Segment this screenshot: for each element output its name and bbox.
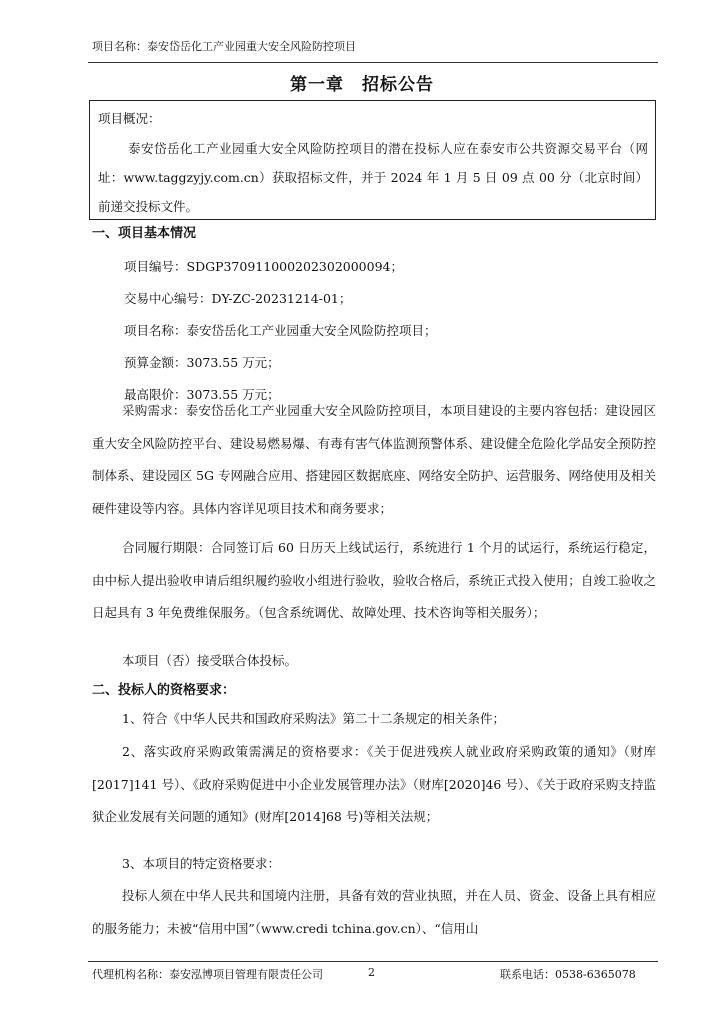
contract-period: 合同履行期限：合同签订后 60 日历天上线试运行，系统进行 1 个月的试运行，系统运行稳定，由中标人提出验收申请后组织履约验收小组进行验收，验收合格后，系统正式投入使用；自竣工验收之日起具有 3 年免费维保服务。（包含系统调优、故障处理、技术咨询等相关服务）； [92, 540, 656, 620]
overview-label: 项目概况： [98, 111, 161, 126]
header-divider [88, 62, 658, 63]
section2-heading: 二、投标人的资格要求： [92, 683, 236, 698]
qualification-item-3: 3、本项目的特定资格要求： [122, 856, 280, 871]
chapter-title: 第一章 招标公告 [290, 75, 434, 95]
center-number: 交易中心编号：DY-ZC-20231214-01； [124, 291, 352, 306]
consortium-statement: 本项目（否）接受联合体投标。 [122, 653, 298, 668]
qualification-item-1: 1、符合《中华人民共和国政府采购法》第二十二条规定的相关条件； [122, 711, 505, 726]
qualification-item-2: 2、落实政府采购政策需满足的资格要求：《关于促进残疾人就业政府采购政策的通知》（财库[2017]141 号）、《政府采购促进中小企业发展管理办法》（财库[2020]46 号）、《关于政府采购支持监狱企业发展有关问题的通知》(财库[2014]68 号)等相关法规； [92, 744, 656, 824]
project-number: 项目编号：SDGP370911000202302000094； [124, 259, 403, 274]
footer-divider [88, 961, 658, 962]
agency-name: 代理机构名称：泰安泓博项目管理有限责任公司 [92, 968, 323, 981]
project-name: 项目名称：泰安岱岳化工产业园重大安全风险防控项目； [124, 323, 437, 338]
contact-phone: 联系电话：0538-6365078 [500, 968, 636, 981]
overview-text: 泰安岱岳化工产业园重大安全风险防控项目的潜在投标人应在泰安市公共资源交易平台（网址：www.taggzyjy.com.cn）获取招标文件，并于 2024 年 1 月 5 日 09 点 00 分（北京时间）前递交投标文件。 [98, 141, 648, 214]
max-price: 最高限价：3073.55 万元； [124, 387, 280, 402]
page-number: 2 [368, 966, 375, 979]
qualification-item-3-text: 投标人须在中华人民共和国境内注册，具备有效的营业执照，并在人员、资金、设备上具有相应的服务能力；未被“信用中国”（www.credi tchina.gov.cn）、“信用山 [92, 888, 656, 936]
overview-box [89, 100, 656, 220]
section1-heading: 一、项目基本情况 [92, 226, 197, 241]
procurement-requirement: 采购需求：泰安岱岳化工产业园重大安全风险防控项目，本项目建设的主要内容包括：建设园区重大安全风险防控平台、建设易燃易爆、有毒有害气体监测预警体系、建设健全危险化学品安全预防控制体系、建设园区 5G 专网融合应用、搭建园区数据底座、网络安全防护、运营服务、网络使用及相关硬件建设等内容。具体内容详见项目技术和商务要求； [92, 403, 656, 516]
budget-amount: 预算金额：3073.55 万元； [124, 355, 280, 370]
page-header: 项目名称：泰安岱岳化工产业园重大安全风险防控项目 [92, 40, 356, 53]
